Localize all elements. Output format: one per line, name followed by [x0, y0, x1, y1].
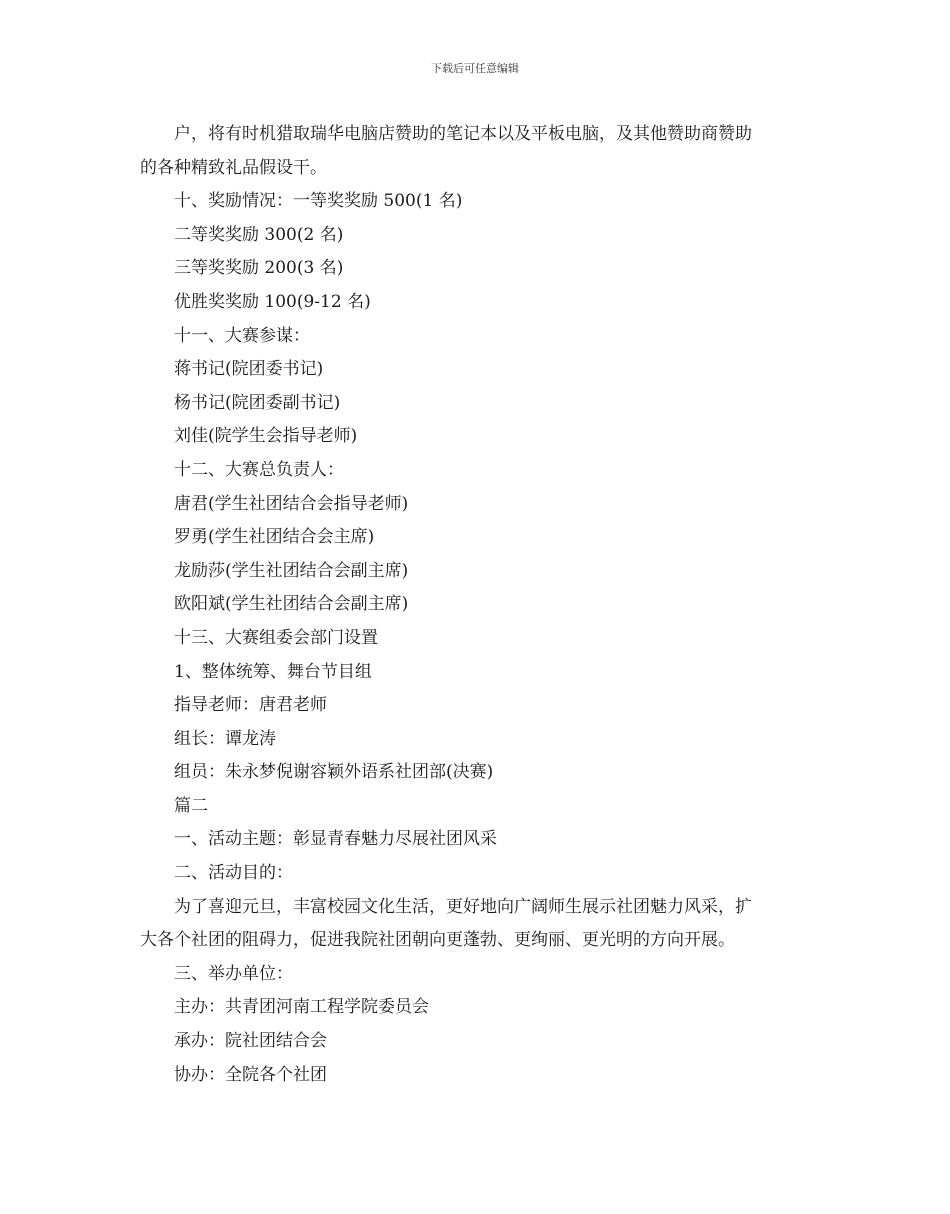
person-line: 杨书记(院团委副书记)	[174, 392, 341, 413]
person-line: 唐君(学生社团结合会指导老师)	[174, 493, 409, 514]
section-heading-advisors: 十一、大赛参谋：	[174, 325, 310, 346]
document-body	[140, 118, 812, 1092]
person-line: 刘佳(院学生会指导老师)	[174, 426, 358, 447]
list-item: 组长：谭龙涛	[174, 728, 276, 749]
paragraph-line: 大各个社团的阻碍力，促进我院社团朝向更蓬勃、更绚丽、更光明的方向开展。	[140, 930, 735, 951]
section-heading-awards: 十、奖励情况：一等奖奖励 500(1 名)	[174, 191, 463, 212]
award-line: 二等奖奖励 300(2 名)	[174, 224, 344, 245]
paragraph-line: 的各种精致礼品假设干。	[140, 157, 327, 178]
page-header: 下载后可任意编辑	[431, 62, 519, 75]
list-item: 主办：共青团河南工程学院委员会	[174, 997, 429, 1018]
list-item: 承办：院社团结合会	[174, 1031, 327, 1052]
section-heading-organizers: 三、举办单位：	[174, 963, 293, 984]
award-line: 三等奖奖励 200(3 名)	[174, 258, 344, 279]
section-heading-theme: 一、活动主题：彰显青春魅力尽展社团风采	[174, 829, 497, 850]
person-line: 欧阳斌(学生社团结合会副主席)	[174, 594, 409, 615]
paragraph-line: 户，将有时机猎取瑞华电脑店赞助的笔记本以及平板电脑，及其他赞助商赞助	[174, 124, 752, 144]
section-heading-leaders: 十二、大赛总负责人：	[174, 459, 344, 480]
person-line: 龙励莎(学生社团结合会副主席)	[174, 560, 409, 581]
list-item: 指导老师：唐君老师	[174, 695, 327, 716]
paragraph-line: 为了喜迎元旦，丰富校园文化生活，更好地向广阔师生展示社团魅力风采，扩	[174, 896, 752, 917]
award-line: 优胜奖奖励 100(9-12 名)	[174, 291, 371, 312]
person-line: 蒋书记(院团委书记)	[174, 359, 324, 380]
list-item: 协办：全院各个社团	[174, 1064, 327, 1085]
list-item: 1、整体统筹、舞台节目组	[174, 661, 372, 682]
chapter-heading: 篇二	[174, 795, 208, 816]
list-item: 组员：朱永梦倪谢容颖外语系社团部(决赛)	[174, 762, 494, 783]
section-heading-departments: 十三、大赛组委会部门设置	[174, 627, 378, 648]
person-line: 罗勇(学生社团结合会主席)	[174, 527, 375, 548]
section-heading-purpose: 二、活动目的：	[174, 863, 293, 884]
